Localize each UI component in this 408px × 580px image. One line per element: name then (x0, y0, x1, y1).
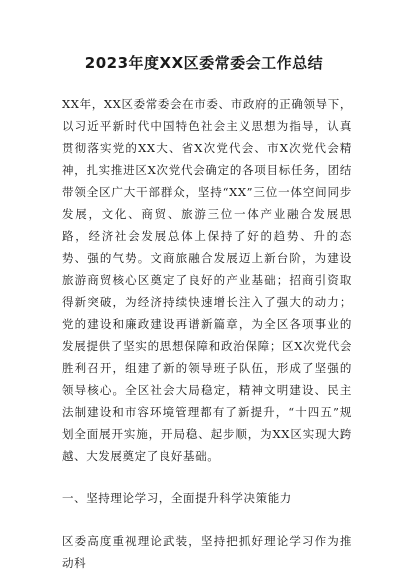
intro-paragraph: XX年，XX区委常委会在市委、市政府的正确领导下，以习近平新时代中国特色社会主义思想为指导，认真贯彻落实党的XX大、省X次党代会、市X次党代会精神，扎实推进区X次党代会确定的各项目标任务，团结带领全区广大干部群众，坚持“XX”三位一体空间同步发展，文化、商贸、旅游三位一体产业融合发展思路，经济社会发展总体上保持了好的趋势、升的态势、强的气势。文商旅融合发展迈上新台阶，为建设旅游商贸核心区奠定了良好的产业基础；招商引资取得新突破，为经济持续快速增长注入了强大的动力；党的建设和廉政建设再谱新篇章，为全区各项事业的发展提供了坚实的思想保障和政治保障；区X次党代会胜利召开，组建了新的领导班子队伍，形成了坚强的领导核心。全区社会大局稳定，精神文明建设、民主法制建设和市容环境管理都有了新提升，“十四五”规划全面展开实施，开局稳、起步顺，为XX区实现大跨越、大发展奠定了良好基础。 (62, 97, 352, 463)
section-paragraph: 区委高度重视理论武装，坚持把抓好理论学习作为推动科 (62, 534, 352, 570)
section-heading: 一、坚持理论学习，全面提升科学决策能力 (62, 491, 292, 505)
document-title: 2023年度XX区委常委会工作总结 (84, 54, 324, 72)
